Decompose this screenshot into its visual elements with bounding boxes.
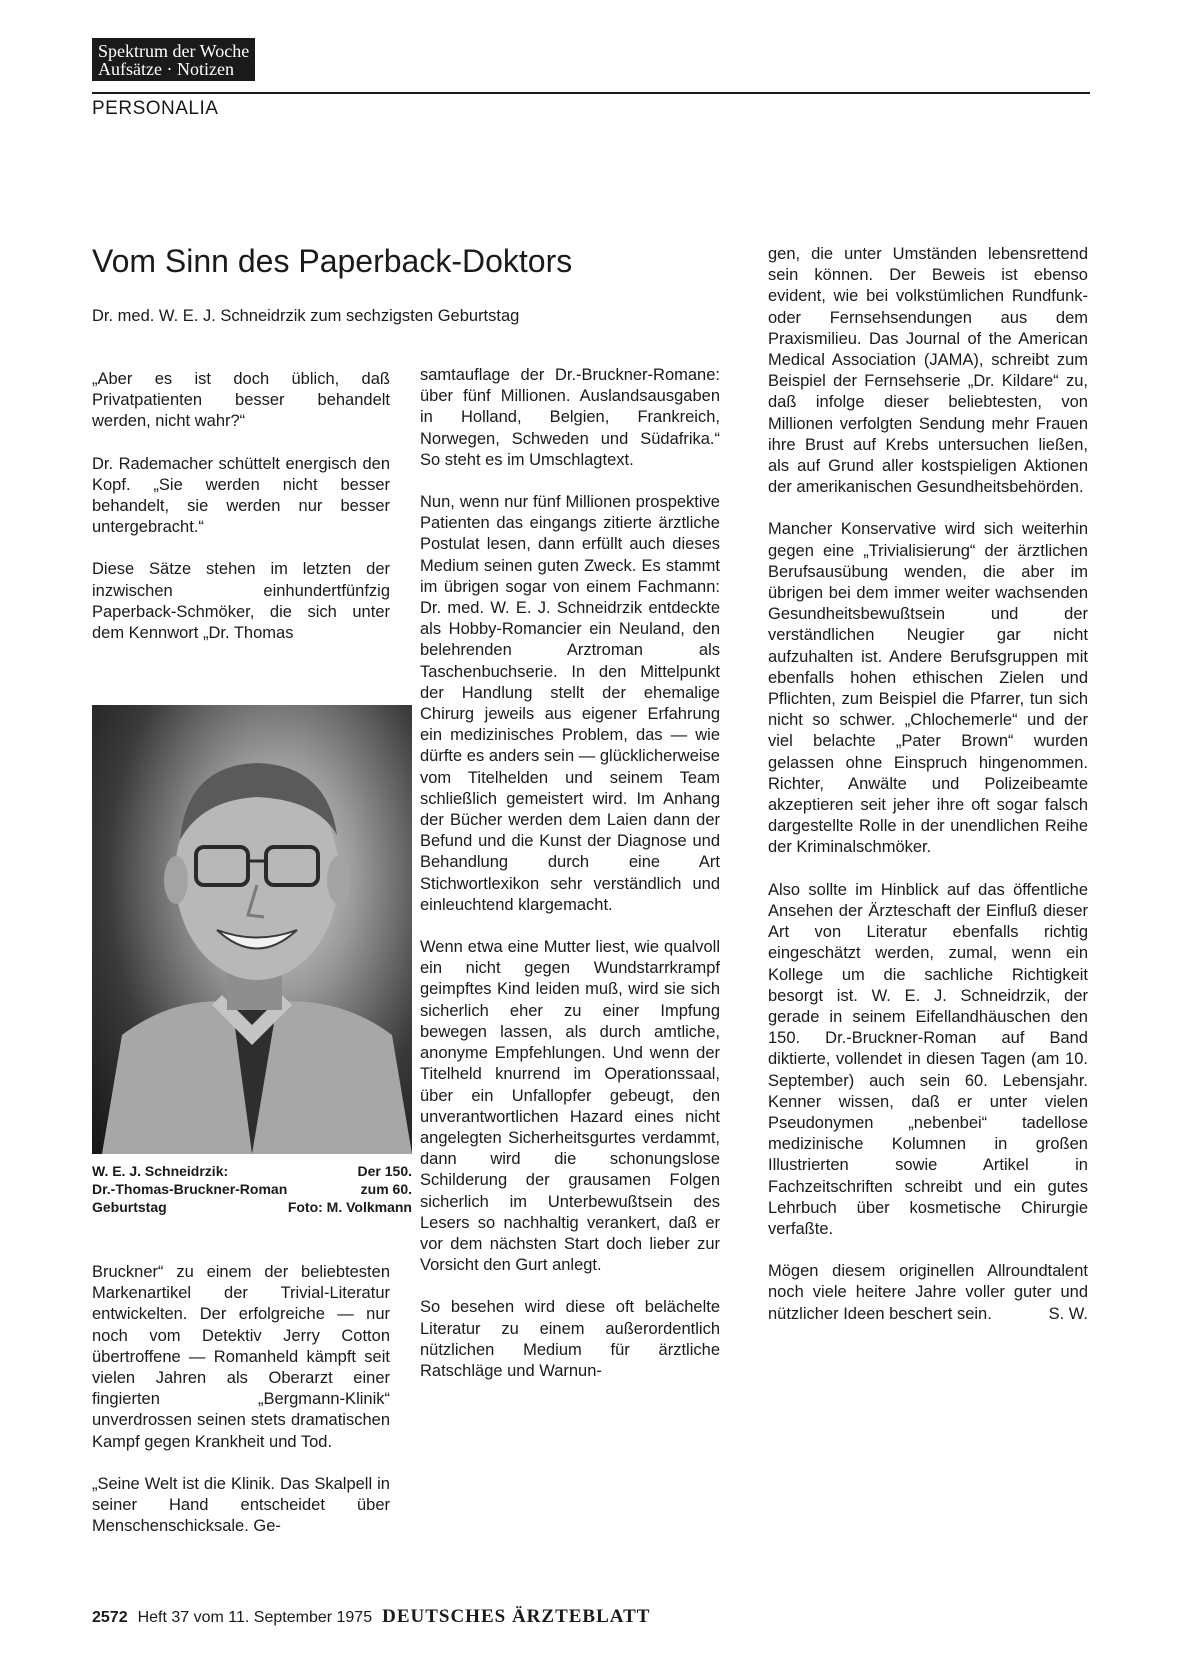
article-title: Vom Sinn des Paperback-Doktors xyxy=(92,243,573,279)
paragraph: Dr. Rademacher schüttelt energisch den Kopf. „Sie werden nicht besser behandelt, sie werden nur besser untergebracht.“ xyxy=(92,454,390,537)
column-1-bottom xyxy=(92,1262,390,1537)
paragraph: Also sollte im Hinblick auf das öffentliche Ansehen der Ärzteschaft der Einfluß dieser Art von Literatur ebenfalls richtig eingeschätzt werden, zumal, wenn ein Kollege um die sachliche Richtigkeit besorgt ist. W. E. J. Schneidrzik, der gerade in seinem Eifellandhäuschen den 150. Dr.-Bruckner-Roman auf Band diktierte, vollendet in diesen Tagen (am 10. September) auch sein 60. Lebensjahr. Kenner wissen, daß er unter vielen Pseudonymen „nebenbei“ tadellose medizinische Kolumnen in großen Illustrierten sowie Artikel in Fachzeitschriften schreibt und ein gutes Lehrbuch über kosmetische Chirurgie verfaßte. xyxy=(768,880,1088,1238)
closing-text: Mögen diesem originellen Allroundtalent noch viele heitere Jahre voller guter und nützlicher Ideen beschert sein. xyxy=(768,1262,1088,1323)
section-tag-line1: Spektrum der Woche xyxy=(98,41,250,61)
article-subtitle: Dr. med. W. E. J. Schneidrzik zum sechzigsten Geburtstag xyxy=(92,307,520,325)
column-1-top xyxy=(92,369,390,644)
section-tag-line2: Aufsätze · Notizen xyxy=(98,59,234,79)
paragraph: samtauflage der Dr.-Bruckner-Romane: über fünf Millionen. Auslandsausgaben in Holland, Belgien, Frankreich, Norwegen, Schweden und Südafrika.“ So steht es im Umschlagtext. xyxy=(420,366,720,469)
issue-info: Heft 37 vom 11. September 1975 xyxy=(137,1609,373,1626)
caption-text: W. E. J. Schneidrzik: xyxy=(92,1163,229,1179)
caption-text: zum 60. xyxy=(360,1181,412,1197)
page-footer xyxy=(92,1606,650,1628)
paragraph: Bruckner“ zu einem der beliebtesten Markenartikel der Trivial-Literatur entwickelten. Der erfolgreiche — nur noch vom Detektiv Jerry Cotton übertroffene — Romanheld kämpft seit vielen Jahren als Oberarzt einer fingierten „Bergmann-Klinik“ unverdrossen seinen stets dramatischen Kampf gegen Krankheit und Tod. xyxy=(92,1263,390,1451)
author-signature: S. W. xyxy=(1048,1304,1088,1323)
paragraph xyxy=(768,1261,1088,1325)
page-number: 2572 xyxy=(92,1609,128,1626)
paragraph: „Aber es ist doch üblich, daß Privatpatienten besser behandelt werden, nicht wahr?“ xyxy=(92,370,390,431)
paragraph: gen, die unter Umständen lebensrettend sein können. Der Beweis ist ebenso evident, wie bei volkstümlichen Rundfunk- oder Fernsehsendungen aus dem Praxismilieu. Das Journal of the American Medical Association (JAMA), schreibt zum Beispiel der Fernsehserie „Dr. Kildare“ zu, daß infolge dieser beliebtesten, von Millionen verfolgten Sendung mehr Frauen ihre Brust auf Krebs untersuchen ließen, als auf Grund aller kostspieligen Aktionen der amerikanischen Gesundheitsbehörden. xyxy=(768,245,1088,497)
photo-credit: Foto: M. Volkmann xyxy=(287,1199,412,1215)
paragraph: Diese Sätze stehen im letzten der inzwischen einhundertfünfzig Paperback-Schmöker, die sich unter dem Kennwort „Dr. Thomas xyxy=(92,560,390,643)
top-rule xyxy=(92,92,1090,94)
column-2 xyxy=(420,365,720,1382)
photo-caption xyxy=(92,1162,412,1216)
caption-text: Geburtstag xyxy=(92,1199,167,1215)
section-tag xyxy=(92,38,255,81)
portrait-photo xyxy=(92,705,412,1154)
caption-text: Der 150. xyxy=(357,1163,412,1179)
paragraph: Wenn etwa eine Mutter liest, wie qualvoll ein nicht gegen Wundstarrkrampf geimpftes Kind leiden muß, wird sie sich sicherlich eher zu einer Impfung bewegen lassen, als durch amtliche, anonyme Empfehlungen. Und wenn der Titelheld knurrend im Operationssaal, über ein Unfallopfer gebeugt, den unverantwortlichen Hazard eines nicht angelegten Sicherheitsgurtes verdammt, dann wird die schonungslose Schilderung der grausamen Folgen sicherlich im Unterbewußtsein des Lesers so nachhaltig verankert, daß er vor dem nächsten Start doch lieber zur Vorsicht den Gurt anlegt. xyxy=(420,938,720,1275)
journal-name: DEUTSCHES ÄRZTEBLATT xyxy=(382,1606,651,1627)
paragraph: „Seine Welt ist die Klinik. Das Skalpell in seiner Hand entscheidet über Menschenschicksale. Ge- xyxy=(92,1474,390,1536)
paragraph: Nun, wenn nur fünf Millionen prospektive Patienten das eingangs zitierte ärztliche Postulat lesen, dann erfüllt auch dieses Medium seinen guten Zweck. Es stammt im übrigen sogar von einem Fachmann: Dr. med. W. E. J. Schneidrzik entdeckte als Hobby-Romancier ein Neuland, den belehrenden Arztroman als Taschenbuchserie. In den Mittelpunkt der Handlung stellt der ehemalige Chirurg jeweils aus eigener Erfahrung ein medizinisches Problem, das — wie dürfte es anders sein — glücklicherweise vom Titelhelden und seinem Team schließlich gemeistert wird. Im Anhang der Bücher werden dem Laien dann der Befund und die Kunst der Diagnose und Behandlung durch eine Art Stichwortlexikon sehr verständlich und einleuchtend klargemacht. xyxy=(420,493,720,914)
rubric: PERSONALIA xyxy=(92,98,219,119)
paragraph: Mancher Konservative wird sich weiterhin gegen eine „Trivialisierung“ der ärztlichen Berufsausübung wenden, die aber im übrigen bei dem immer weiter wachsenden Gesundheitsbewußtsein und der verständlichen Neugier gar nicht aufzuhalten ist. Andere Berufsgruppen mit ebenfalls hohen ethischen Zielen und Pflichten, zum Beispiel die Pfarrer, tun sich nicht so schwer. „Chlochemerle“ und der viel belachte „Pater Brown“ wurden gelassen ohne Einspruch hingenommen. Richter, Anwälte und Polizeibeamte akzeptieren seit jeher ihre oft sogar falsch dargestellte Rolle in der unendlichen Reihe der Kriminalschmöker. xyxy=(768,520,1088,857)
paragraph: So besehen wird diese oft belächelte Literatur zu einem außerordentlich nützlichen Medium für ärztliche Ratschläge und Warnun- xyxy=(420,1298,720,1380)
caption-text: Dr.-Thomas-Bruckner-Roman xyxy=(92,1181,288,1197)
column-3 xyxy=(768,244,1088,1325)
